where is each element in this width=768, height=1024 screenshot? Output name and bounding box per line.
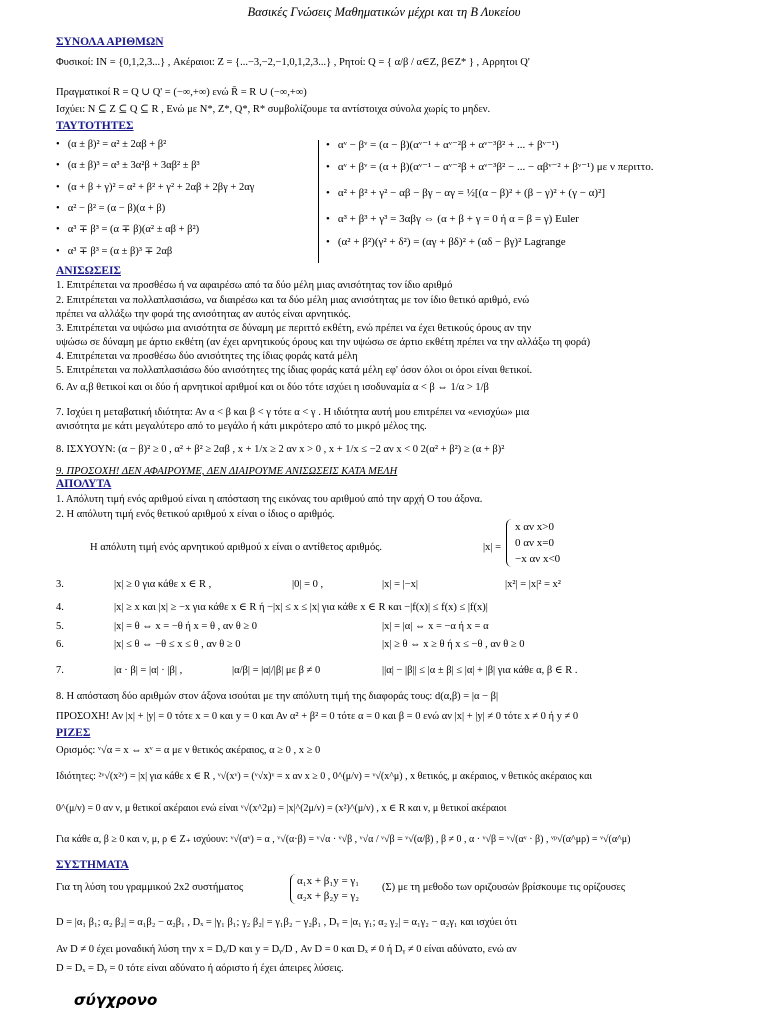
ineq-line-8: 6. Αν α,β θετικοί και οι δύο ή αρνητικοί αριθμοί και οι δύο τότε ισχύει η ισοδυναμία α < β ⇔ 1/α > 1/β — [56, 382, 489, 393]
identity-right-4: • α³ + β³ + γ³ = 3αβγ ⇔ (α + β + γ = 0 ή α = β = γ) Euler — [326, 212, 579, 226]
systems-line-2: Αν D ≠ 0 έχει μοναδική λύση την x = Dₓ/D και y = Dᵧ/D , Αν D = 0 και Dₓ ≠ 0 ή Dᵧ ≠ 0 είναι αδύνατο, ενώ αν — [56, 944, 517, 955]
identity-left-2: • (α ± β)³ = α³ ± 3α²β + 3αβ² ± β³ — [56, 159, 200, 173]
abs-row-7-num: 7. — [56, 665, 64, 676]
section-identities-title: ΤΑΥΤΟΤΗΤΕΣ — [56, 120, 134, 132]
identity-left-6: • α³ ∓ β³ = (α ± β)³ ∓ 2αβ — [56, 245, 172, 259]
systems-intro: Για τη λύση του γραμμικού 2x2 συστήματος — [56, 882, 244, 893]
abs-row-6-num: 6. — [56, 639, 64, 650]
abs-line-2: 2. Η απόλυτη τιμή ενός θετικού αριθμού x είναι ο ίδιος ο αριθμός. — [56, 509, 335, 520]
abs-row-6-a: |x| ≤ θ ⇔ −θ ≤ x ≤ θ , αν θ ≥ 0 — [114, 639, 241, 650]
identity-left-3: • (α + β + γ)² = α² + β² + γ² + 2αβ + 2βγ + 2αγ — [56, 181, 254, 195]
identity-right-3: • α² + β² + γ² − αβ − βγ − αγ = ½[(α − β)² + (β − γ)² + (γ − α)²] — [326, 186, 605, 200]
abs-row-3-b: |0| = 0 , — [292, 579, 324, 590]
page-header: Βασικές Γνώσεις Μαθηματικών μέχρι και τη Β Λυκείου — [247, 5, 521, 19]
identity-right-2: • αᵛ + βᵛ = (α + β)(αᵛ⁻¹ − αᵛ⁻²β + αᵛ⁻³β² − ... − αβᵛ⁻² + βᵛ⁻¹) με ν περιττο. — [326, 160, 653, 174]
abs-warning: ΠΡΟΣΟΧΗ! Αν |x| + |y| = 0 τότε x = 0 και y = 0 και Αν α² + β² = 0 τότε α = 0 και β = 0 ενώ αν |x| + |y| ≠ 0 τότε x ≠ 0 ή y ≠ 0 — [56, 711, 579, 722]
systems-eq-2: α₂x + β₂y = γ₂ — [297, 890, 360, 902]
abs-case-zero: 0 αν x=0 — [515, 537, 554, 549]
abs-row-5-c: |x| = |α| ⇔ x = −α ή x = α — [382, 621, 489, 632]
abs-line-2b: Η απόλυτη τιμή ενός αρνητικού αριθμού x είναι ο αντίθετος αριθμός. — [90, 542, 383, 553]
identity-left-5: • α³ ∓ β³ = (α ∓ β)(α² ± αβ + β²) — [56, 223, 199, 237]
section-inequalities-title: ΑΝΙΣΩΣΕΙΣ — [56, 265, 121, 277]
abs-row-5-num: 5. — [56, 621, 64, 632]
identity-left-1: • (α ± β)² = α² ± 2αβ + β² — [56, 138, 166, 152]
roots-line-3: 0^(μ/ν) = 0 αν ν, μ θετικοί ακέραιοι ενώ είναι ᵛ√(x^2μ) = |x|^(2μ/ν) = (x²)^(μ/ν) , x ∈ R και ν, μ θετικοί ακέραιοι — [56, 803, 507, 814]
ineq-line-4: 3. Επιτρέπεται να υψώσω μια ανισότητα σε δύναμη με περιττό εκθέτη, ενώ πρέπει να έχει θετικούς όρους αν την — [56, 323, 532, 334]
sets-line-3: Ισχύει: N ⊆ Z ⊆ Q ⊆ R , Ενώ με N*, Z*, Q*, R* συμβολίζουμε τα αντίστοιχα σύνολα χωρίς το μηδεν. — [56, 104, 491, 115]
abs-row-7-c: ||α| − |β|| ≤ |α ± β| ≤ |α| + |β| για κάθε α, β ∈ R . — [382, 665, 578, 676]
section-absolute-title: ΑΠΟΛΥΤΑ — [56, 478, 112, 490]
abs-row-4-num: 4. — [56, 602, 64, 613]
abs-row-5-a: |x| = θ ⇔ x = −θ ή x = θ , αν θ ≥ 0 — [114, 621, 258, 632]
ineq-line-2: 2. Επιτρέπεται να πολλαπλασιάσω, να διαιρέσω και τα δύο μέλη μιας ανισότητας με τον ίδιο θετικό αριθμό, ενώ — [56, 295, 530, 306]
abs-row-3-d: |x²| = |x|² = x² — [505, 579, 561, 590]
identity-right-5: • (α² + β²)(γ² + δ²) = (αγ + βδ)² + (αδ − βγ)² Lagrange — [326, 235, 566, 249]
identities-divider — [318, 140, 319, 263]
systems-equations — [290, 874, 359, 904]
ineq-line-11: 8. ΙΣΧΥΟΥΝ: (α − β)² ≥ 0 , α² + β² ≥ 2αβ , x + 1/x ≥ 2 αν x > 0 , x + 1/x ≤ −2 αν x < 0 2(α² + β²) ≥ (α + β)² — [56, 444, 505, 455]
sets-line-1: Φυσικοί: IN = {0,1,2,3...} , Ακέραιοι: Z = {...−3,−2,−1,0,1,2,3...} , Ρητοί: Q = { α/β / α∈Z, β∈Z* } , Αρρητοι Q' — [56, 57, 530, 68]
abs-row-6-c: |x| ≥ θ ⇔ x ≥ θ ή x ≤ −θ , αν θ ≥ 0 — [382, 639, 525, 650]
roots-line-2: Ιδιότητες: ²ᵛ√(x²ᵛ) = |x| για κάθε x ∈ R , ᵛ√(xᵛ) = (ᵛ√x)ᵛ = x αν x ≥ 0 , 0^(μ/ν) = ᵛ√(x^μ) , x θετικός, μ ακέραιος, ν θετικός ακέραιος και — [56, 771, 593, 782]
abs-row-7-a: |α · β| = |α| · |β| , — [114, 665, 183, 676]
abs-line-8: 8. Η απόσταση δύο αριθμών στον άξονα ισούται με την απόλυτη τιμή της διαφοράς τους: d(α,β) = |α − β| — [56, 691, 499, 702]
abs-definition-cases — [506, 519, 560, 567]
ineq-line-9: 7. Ισχύει η μεταβατική ιδιότητα: Αν α < β και β < γ τότε α < γ . Η ιδιότητα αυτή μου επιτρέπει να «ενισχύω» μια — [56, 407, 530, 418]
section-systems-title: ΣΥΣΤΗΜΑΤΑ — [56, 859, 129, 871]
ineq-line-1: 1. Επιτρέπεται να προσθέσω ή να αφαιρέσω από τα δύο μέλη μιας ανισότητας τον ίδιο αριθμό — [56, 280, 453, 291]
ineq-line-10: ανισότητα με κάτι μεγαλύτερο από το μεγάλο ή κάτι μικρότερο από το μικρό μέλος της. — [56, 421, 427, 432]
identity-right-1: • αᵛ − βᵛ = (α − β)(αᵛ⁻¹ + αᵛ⁻²β + αᵛ⁻³β² + ... + βᵛ⁻¹) — [326, 138, 559, 152]
section-roots-title: ΡΙΖΕΣ — [56, 727, 91, 739]
ineq-line-5: υψώσω σε δύναμη με άρτιο εκθέτη (αν έχει αρνητικούς όρους και την υψώσω σε άρτιο εκθέτη πρέπει να την αλλάξω τη φορά) — [56, 337, 591, 348]
systems-intro-end: (Σ) με τη μεθοδο των οριζουσών βρίσκουμε τις ορίζουσες — [382, 882, 626, 893]
roots-line-1: Ορισμός: ᵛ√α = x ⇔ xᵛ = α με ν θετικός ακέραιος, α ≥ 0 , x ≥ 0 — [56, 745, 321, 756]
identity-left-4: • α² − β² = (α − β)(α + β) — [56, 202, 165, 216]
systems-determinants: D = |α₁ β₁; α₂ β₂| = α₁β₂ − α₂β₁ , Dₓ = |γ₁ β₁; γ₂ β₂| = γ₁β₂ − γ₂β₁ , Dᵧ = |α₁ γ₁; α₂ γ₂| = α₁γ₂ − α₂γ₁ και ισχύει ότι — [56, 917, 517, 928]
systems-line-3: D = Dₓ = Dᵧ = 0 τότε είναι αδύνατο ή αόριστο ή έχει άπειρες λύσεις. — [56, 963, 344, 974]
ineq-line-3: πρέπει να αλλάξω την φορά της ανισότητας αν αυτός είναι αρνητικός. — [56, 309, 351, 320]
abs-case-negative: −x αν x<0 — [515, 553, 561, 565]
ineq-line-7: 5. Επιτρέπεται να πολλαπλασιάσω δύο ανισότητες της ίδιας φοράς κατά μέλη εφ' όσον όλοι οι όροι είναι θετικοί. — [56, 365, 533, 376]
abs-def-lhs: |x| = — [483, 542, 502, 553]
abs-case-positive: x αν x>0 — [515, 521, 554, 533]
abs-row-4-a: |x| ≥ x και |x| ≥ −x για κάθε x ∈ R ή −|x| ≤ x ≤ |x| για κάθε x ∈ R και −|f(x)| ≤ f(x) ≤ |f(x)| — [114, 602, 488, 613]
ineq-line-12-warning: 9. ΠΡΟΣΟΧΗ! ΔΕΝ ΑΦΑΙΡΟΥΜΕ, ΔΕΝ ΔΙΑΙΡΟΥΜΕ ΑΝΙΣΩΣΕΙΣ ΚΑΤΑ ΜΕΛΗ — [56, 466, 398, 477]
abs-row-3-num: 3. — [56, 579, 64, 590]
section-sets-title: ΣΥΝΟΛΑ ΑΡΙΘΜΩΝ — [56, 36, 164, 48]
abs-row-3-c: |x| = |−x| — [382, 579, 419, 590]
footer-brand: σύγχρονο — [74, 991, 158, 1009]
abs-row-7-b: |α/β| = |α|/|β| με β ≠ 0 — [232, 665, 321, 676]
ineq-line-6: 4. Επιτρέπεται να προσθέσω δύο ανισότητες της ίδιας φοράς κατά μέλη — [56, 351, 358, 362]
roots-line-4: Για κάθε α, β ≥ 0 και ν, μ, ρ ∈ Z₊ ισχύουν: ᵛ√(αᵛ) = α , ᵛ√(α·β) = ᵛ√α · ᵛ√β , ᵛ√α / ᵛ√β = ᵛ√(α/β) , β ≠ 0 , α · ᵛ√β = ᵛ√(αᵛ · β) , ᵛᵖ√(α^μρ) = ᵛ√(α^μ) — [56, 834, 631, 845]
sets-line-2: Πραγματικοί R = Q ∪ Q' = (−∞,+∞) ενώ R̄ = R ∪ (−∞,+∞) — [56, 87, 307, 98]
abs-line-1: 1. Απόλυτη τιμή ενός αριθμού είναι η απόσταση της εικόνας του αριθμού από την αρχή Ο του άξονα. — [56, 494, 483, 505]
abs-row-3-a: |x| ≥ 0 για κάθε x ∈ R , — [114, 579, 212, 590]
systems-eq-1: α₁x + β₁y = γ₁ — [297, 875, 360, 887]
